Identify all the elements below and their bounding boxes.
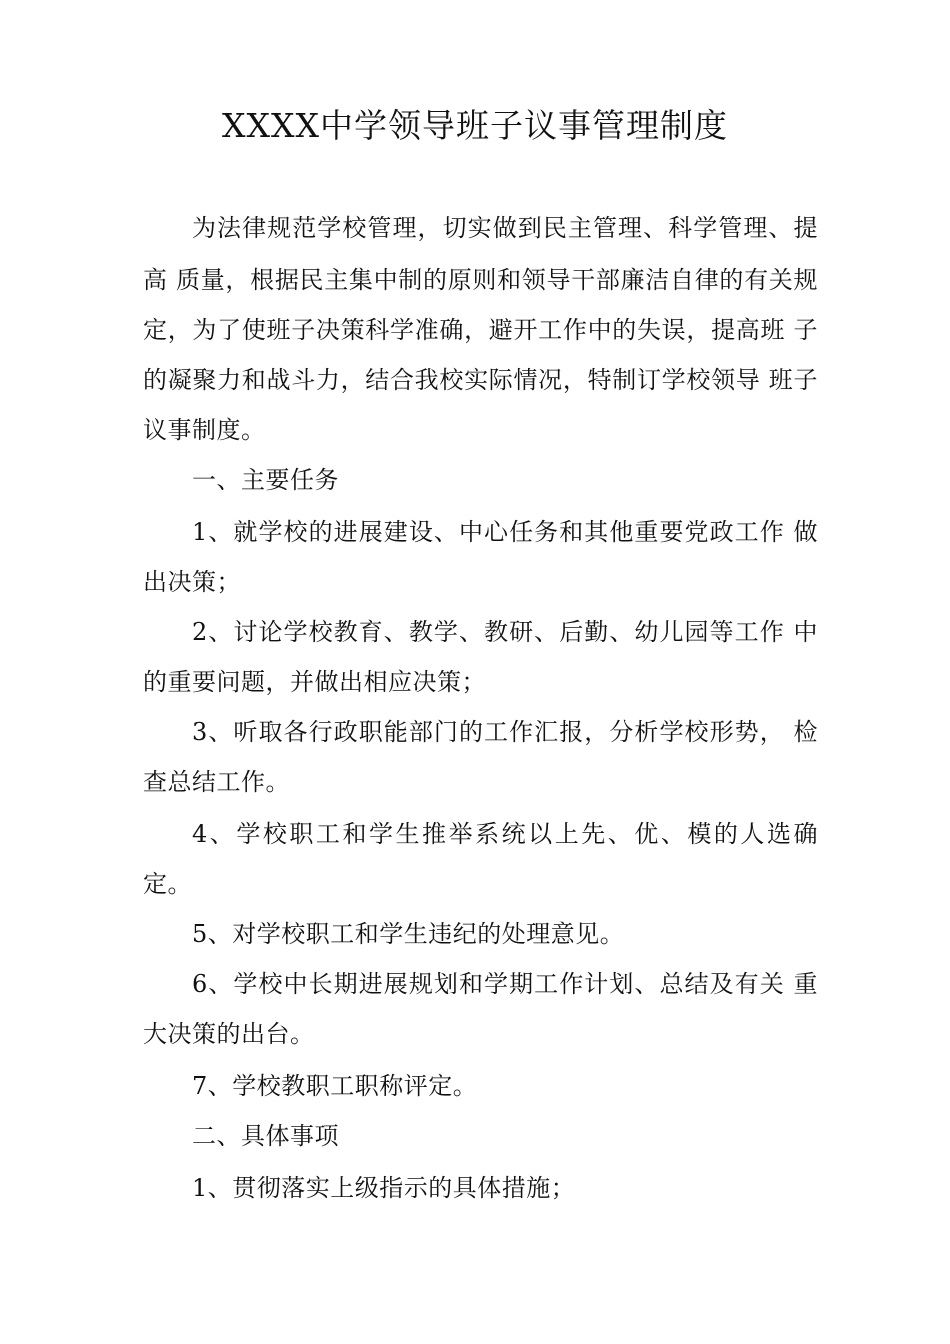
- section-heading-main-tasks: 一、主要任务: [192, 466, 339, 494]
- list-item-6-line-1: 6、学校中长期进展规划和学期工作计划、总结及有关 重: [192, 970, 818, 998]
- document-title: XXXX中学领导班子议事管理制度: [222, 106, 728, 145]
- list-item-5: 5、对学校职工和学生违纪的处理意见。: [192, 920, 625, 948]
- list-item-6-line-2: 大决策的出台。: [143, 1020, 315, 1048]
- intro-line-3: 定，为了使班子决策科学准确，避开工作中的失误，提高班 子: [143, 316, 818, 344]
- list-item-7: 7、学校教职工职称评定。: [192, 1072, 478, 1100]
- intro-line-2: 高 质量，根据民主集中制的原则和领导干部廉洁自律的有关规: [143, 266, 818, 294]
- section-heading-specific-matters: 二、具体事项: [192, 1122, 339, 1150]
- list-item-2-1: 1、贯彻落实上级指示的具体措施；: [192, 1174, 576, 1202]
- intro-line-1: 为法律规范学校管理，切实做到民主管理、科学管理、提: [192, 214, 818, 242]
- intro-line-5: 议事制度。: [143, 416, 266, 444]
- list-item-2-line-2: 的重要问题，并做出相应决策；: [143, 668, 486, 696]
- list-item-3-line-2: 查总结工作。: [143, 768, 290, 796]
- list-item-4-line-1: 4、学校职工和学生推举系统以上先、优、模的人选确: [192, 820, 818, 848]
- intro-line-4: 的凝聚力和战斗力，结合我校实际情况，特制订学校领导 班子: [143, 366, 818, 394]
- list-item-3-line-1: 3、听取各行政职能部门的工作汇报，分析学校形势， 检: [192, 718, 818, 746]
- list-item-4-line-2: 定。: [143, 870, 192, 898]
- list-item-1-line-2: 出决策；: [143, 568, 241, 596]
- list-item-1-line-1: 1、就学校的进展建设、中心任务和其他重要党政工作 做: [192, 518, 818, 546]
- list-item-2-line-1: 2、讨论学校教育、教学、教研、后勤、幼儿园等工作 中: [192, 618, 818, 646]
